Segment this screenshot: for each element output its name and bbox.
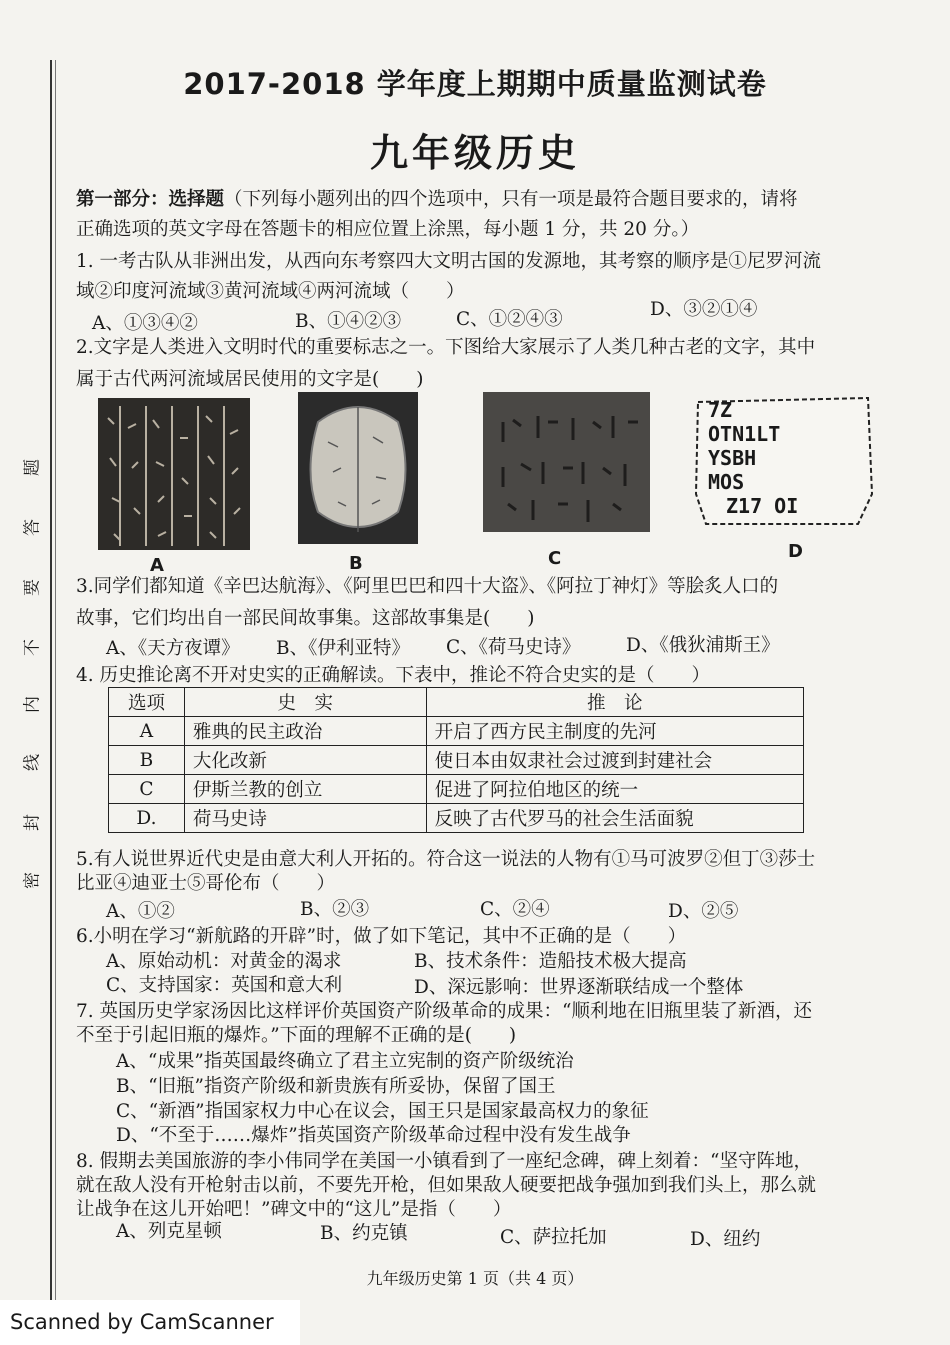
q7-option-b: B、“旧瓶”指资产阶级和新贵族有所妥协，保留了国王 [116,1076,556,1097]
table-cell: A [109,717,185,746]
tablet-line-5: Z17 OI [726,494,799,518]
seal-char: 不 [22,639,43,656]
table-cell: D. [109,804,185,833]
table-cell: 荷马史诗 [184,804,426,833]
q3-option-a: A、《天方夜谭》 [106,638,240,659]
tablet-line-2: OTN1LT [708,422,781,446]
table-row [109,746,804,775]
question-8-text-cont2: 让战争在这儿开始吧！”碑文中的“这儿”是指（ ） [76,1199,512,1220]
q8-option-b: B、约克镇 [320,1223,408,1244]
q5-option-a: A、①② [106,901,175,922]
q6-option-b: B、技术条件：造船技术极大提高 [414,951,687,972]
q5-option-c: C、②④ [480,899,550,920]
question-1-text: 1. 一考古队从非洲出发，从西向东考察四大文明古国的发源地，其考察的顺序是①尼罗河流 [76,251,822,272]
section-instructions: （下列每小题列出的四个选项中，只有一项是最符合题目要求的，请将 [224,189,798,210]
tablet-line-3: YSBH [708,446,757,470]
section-heading: 第一部分：选择题 [76,189,225,210]
q6-option-c: C、支持国家：英国和意大利 [106,975,343,996]
q6-option-a: A、原始动机：对黄金的渴求 [106,951,342,972]
seal-line [50,60,52,1310]
q1-option-b: B、①④②③ [295,311,402,332]
q1-option-d: D、③②①④ [650,299,758,320]
inscription-a-graphic [98,398,250,550]
seal-char: 密 [22,872,43,889]
image-d-label: D [788,541,803,562]
question-6-text: 6.小明在学习“新航路的开辟”时，做了如下笔记，其中不正确的是（ ） [76,926,687,947]
table-cell: B [109,746,185,775]
question-3-text-cont: 故事，它们均出自一部民间故事集。这部故事集是( ) [76,608,535,629]
question-8-text-cont: 就在敌人没有开枪射击以前，不要先开枪，但如果敌人硬要把战争强加到我们头上，那么就 [76,1175,817,1196]
q7-option-d: D、“不至于……爆炸”指英国资产阶级革命过程中没有发生战争 [116,1125,631,1146]
q1-option-c: C、①②④③ [456,309,563,330]
question-1-text-cont: 域②印度河流域③黄河流域④两河流域（ ） [76,281,465,302]
script-image-d [686,394,876,528]
table-header: 选项 [109,688,185,717]
q6-option-d: D、深远影响：世界逐渐联结成一个整体 [414,977,744,998]
table-cell: 反映了古代罗马的社会生活面貌 [426,804,803,833]
question-5-text: 5.有人说世界近代史是由意大利人开拓的。符合这一说法的人物有①马可波罗②但丁③莎士 [76,849,816,870]
page-footer: 九年级历史第 1 页（共 4 页） [366,1269,584,1288]
seal-char: 题 [22,459,43,476]
question-7-text-cont: 不至于引起旧瓶的爆炸。”下面的理解不正确的是( ) [76,1025,517,1046]
table-cell: 开启了西方民主制度的先河 [426,717,803,746]
table-cell: 促进了阿拉伯地区的统一 [426,775,803,804]
q3-option-c: C、《荷马史诗》 [446,637,581,658]
q8-option-d: D、纽约 [690,1229,761,1250]
q5-option-b: B、②③ [300,899,370,920]
table-header: 推 论 [426,688,803,717]
table-header-row [109,688,804,717]
table-header: 史 实 [184,688,426,717]
oracle-bone-graphic [298,392,418,544]
q8-option-a: A、列克星顿 [116,1221,222,1242]
seal-margin [0,60,62,1310]
table-row [109,775,804,804]
script-image-c [483,392,650,532]
q1-option-a: A、①③④② [92,313,198,334]
table-row [109,717,804,746]
question-2-text-cont: 属于古代两河流域居民使用的文字是( ) [76,369,424,390]
scanner-watermark: Scanned by CamScanner [0,1300,300,1345]
q7-option-c: C、“新酒”指国家权力中心在议会，国王只是国家最高权力的象征 [116,1101,649,1122]
q8-option-c: C、萨拉托加 [500,1227,607,1248]
seal-char: 线 [22,754,43,771]
question-2-text: 2.文字是人类进入文明时代的重要标志之一。下图给大家展示了人类几种古老的文字，其中 [76,337,816,358]
seal-char: 答 [22,519,43,536]
table-cell: 大化改新 [184,746,426,775]
tablet-line-1: 7Z [708,398,733,422]
seal-char: 内 [22,696,43,713]
image-b-label: B [349,553,363,574]
question-4-text: 4. 历史推论离不开对史实的正确解读。下表中，推论不符合史实的是（ ） [76,665,711,686]
seal-line-inner [55,60,56,1310]
exam-title: 2017-2018 学年度上期期中质量监测试卷 [183,67,767,101]
cuneiform-graphic [483,392,650,532]
section-intro [76,188,798,212]
seal-char: 要 [22,579,43,596]
table-row [109,804,804,833]
q7-option-a: A、“成果”指英国最终确立了君主立宪制的资产阶级统治 [116,1051,574,1072]
table-cell: C [109,775,185,804]
question-7-text: 7. 英国历史学家汤因比这样评价英国资产阶级革命的成果：“顺利地在旧瓶里装了新酒，还 [76,1001,812,1022]
image-a-label: A [150,555,164,576]
question-3-text: 3.同学们都知道《辛巴达航海》、《阿里巴巴和四十大盗》、《阿拉丁神灯》等脍炙人口的 [76,576,779,597]
question-8-text: 8. 假期去美国旅游的李小伟同学在美国一小镇看到了一座纪念碑，碑上刻着：“坚守阵地， [76,1151,812,1172]
history-table [108,687,804,833]
table-cell: 使日本由奴隶社会过渡到封建社会 [426,746,803,775]
seal-char: 封 [22,814,43,831]
image-c-label: C [548,548,562,569]
q3-option-b: B、《伊利亚特》 [276,638,410,659]
script-image-a [98,398,250,550]
exam-subtitle: 九年级历史 [369,131,580,175]
q3-option-d: D、《俄狄浦斯王》 [626,635,780,656]
section-instructions-cont: 正确选项的英文字母在答题卡的相应位置上涂黑，每小题 1 分，共 20 分。） [76,219,700,240]
script-image-b [298,392,418,544]
question-5-text-cont: 比亚④迪亚士⑤哥伦布（ ） [76,873,336,894]
tablet-line-4: MOS [708,470,745,494]
q5-option-d: D、②⑤ [668,901,739,922]
table-cell: 伊斯兰教的创立 [184,775,426,804]
table-cell: 雅典的民主政治 [184,717,426,746]
